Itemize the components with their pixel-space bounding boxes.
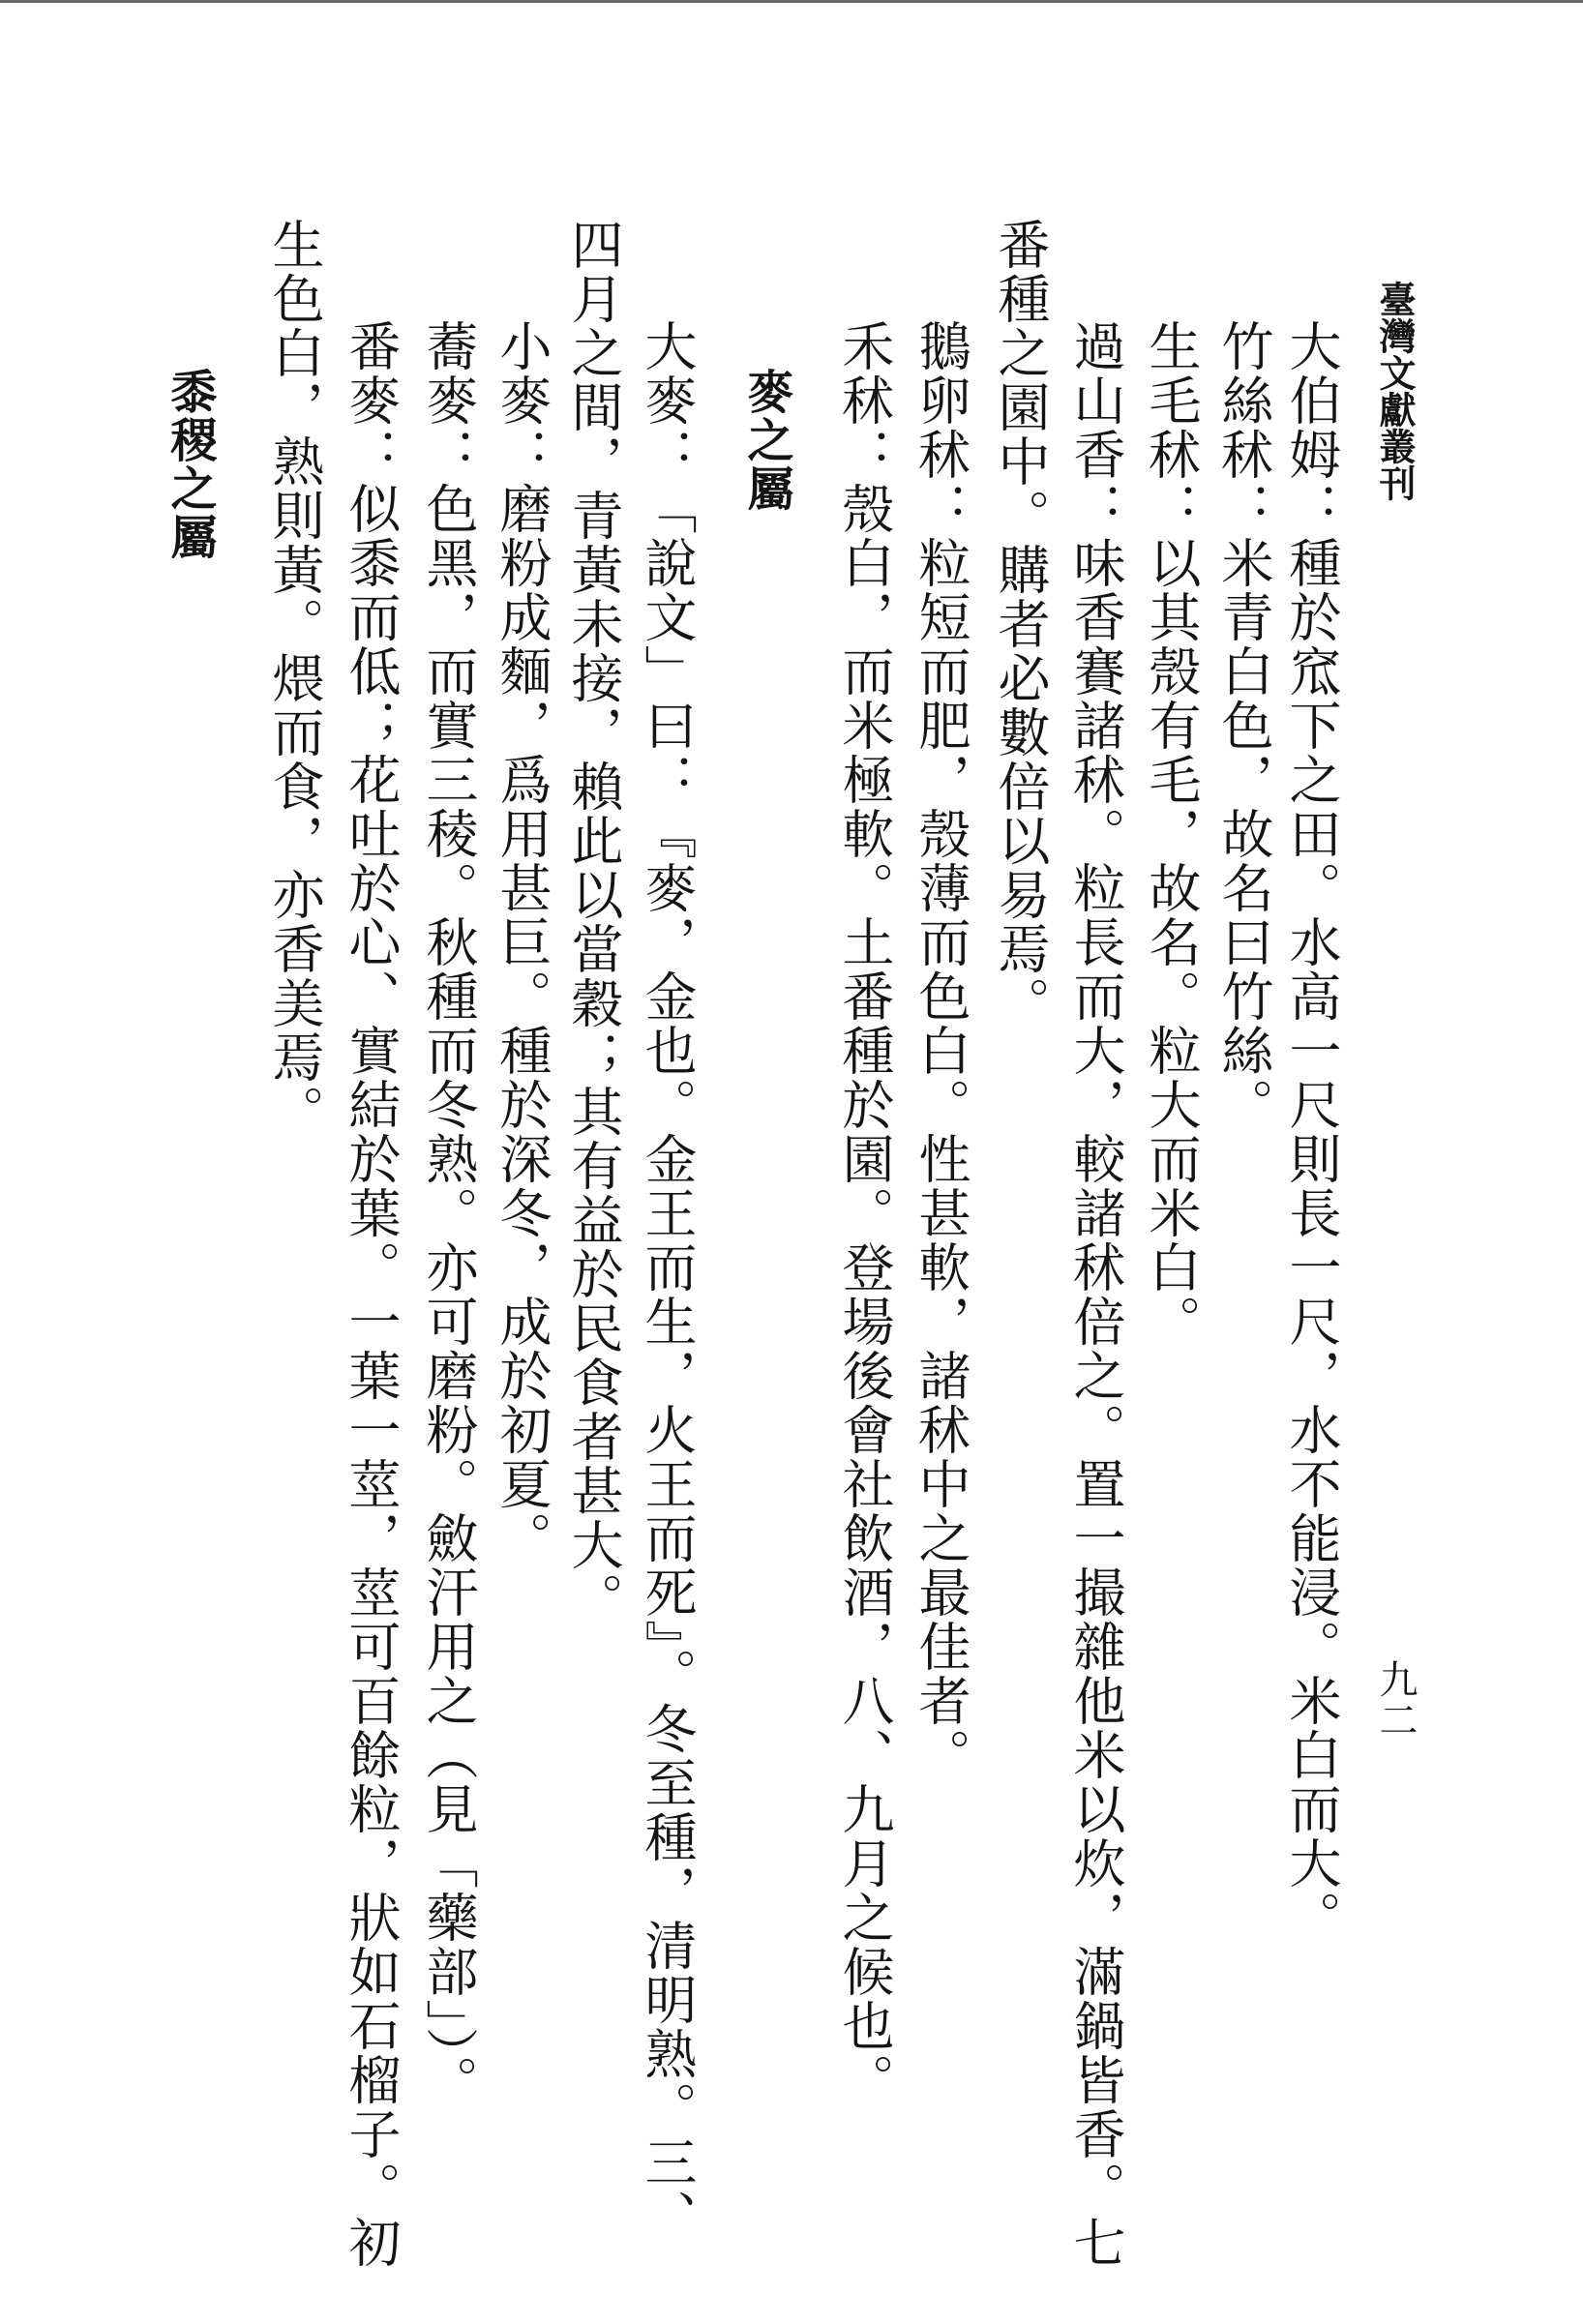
wheat-column-6: 生色白，熟則黃。煨而食，亦香美焉。 <box>264 218 325 1139</box>
text-column-5: 番種之園中。購者必數倍以易焉。 <box>990 218 1051 1030</box>
page-number: 九二 <box>1373 1659 1418 1741</box>
text-column-6: 鵝卵秫：粒短而肥，殼薄而色白。性甚軟，諸秫中之最佳者。 <box>911 319 971 1782</box>
text-column-1: 大伯姆：種於窊下之田。水高一尺則長一尺，水不能浸。米白而大。 <box>1281 319 1342 1945</box>
wheat-column-3: 小麥：磨粉成麵，爲用甚巨。種於深冬，成於初夏。 <box>492 319 553 1565</box>
wheat-column-2: 四月之間，青黃未接，賴此以當穀；其有益於民食者甚大。 <box>563 218 624 1626</box>
text-column-7: 禾秫：殼白，而米極軟。土番種於園。登場後會社飲酒，八、九月之候也。 <box>834 319 895 2107</box>
series-title: 臺灣文獻叢刊 <box>1373 281 1417 501</box>
text-column-2: 竹絲秫：米青白色，故名曰竹絲。 <box>1213 319 1274 1132</box>
section-heading-wheat: 麥之屬 <box>739 368 793 513</box>
section-heading-millet: 黍稷之屬 <box>163 368 217 561</box>
top-border-rule <box>0 0 1583 3</box>
text-column-4: 過山香：味香賽諸秫。粒長而大，較諸秫倍之。置一撮雜他米以炊，滿鍋皆香。七 <box>1065 319 1126 2270</box>
wheat-column-1: 大麥：「說文」曰：『麥，金也。金王而生，火王而死』。冬至種，清明熟。三、 <box>637 319 698 2244</box>
wheat-column-5: 番麥：似黍而低；花吐於心、實結於葉。一葉一莖，莖可百餘粒，狀如石榴子。初 <box>341 319 402 2270</box>
text-column-3: 生毛秫：以其殼有毛，故名。粒大而米白。 <box>1141 319 1202 1349</box>
wheat-column-4: 蕎麥：色黑，而實三稜。秋種而冬熟。亦可磨粉。斂汗用之（見「藥部」）。 <box>418 319 479 2109</box>
